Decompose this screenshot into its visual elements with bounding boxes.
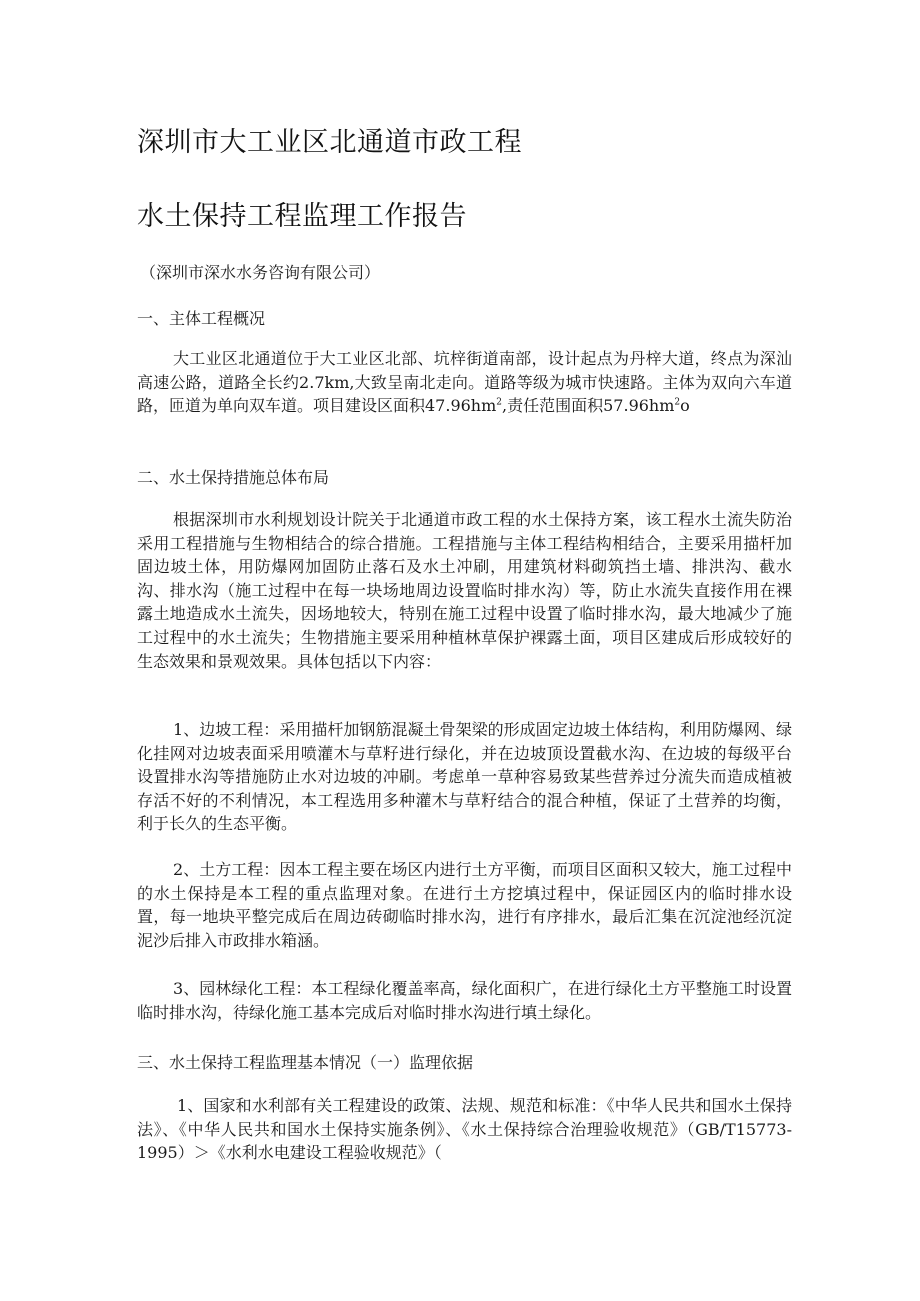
superscript-squared-1: 2 bbox=[496, 397, 503, 408]
section-2-heading: 二、水土保持措施总体布局 bbox=[137, 468, 330, 487]
section-1-heading: 一、主体工程概况 bbox=[137, 309, 266, 328]
title-line-2: 水土保持工程监理工作报告 bbox=[137, 201, 467, 232]
section-1-text-c: o bbox=[680, 396, 690, 416]
section-1-text-b: ,责任范围面积57.96hm bbox=[502, 396, 675, 416]
section-3-heading: 三、水土保持工程监理基本情况（一）监理依据 bbox=[137, 1053, 474, 1072]
list-item-earthworks: 2、土方工程：因本工程主要在场区内进行土方平衡，而项目区面积又较大，施工过程中的水土保持是本工程的重点监理对象。在进行土方挖填过程中，保证园区内的临时排水设置，每一地块平整完成后在周边砖砌临时排水沟，进行有序排水，最后汇集在沉淀池经沉淀泥沙后排入市政排水箱涵。 bbox=[137, 860, 792, 950]
section-1-paragraph bbox=[137, 347, 792, 418]
section-3-item-1: 1、国家和水利部有关工程建设的政策、法规、规范和标准：《中华人民共和国水土保持法》、《中华人民共和国水土保持实施条例》、《水土保持综合治理验收规范》（GB/T15773-1995）＞《水利水电建设工程验收规范》（ bbox=[137, 1096, 792, 1163]
section-2-paragraph: 根据深圳市水利规划设计院关于北通道市政工程的水土保持方案，该工程水土流失防治采用工程措施与生物相结合的综合措施。工程措施与主体工程结构相结合，主要采用描杆加固边坡土体，用防爆网加固防止落石及水土冲刷，用建筑材料砌筑挡土墙、排洪沟、截水沟、排水沟（施工过程中在每一块场地周边设置临时排水沟）等，防止水流失直接作用在裸露土地造成水土流失，因场地较大，特别在施工过程中设置了临时排水沟，最大地减少了施工过程中的水土流失；生物措施主要采用种植林草保护裸露土面，项目区建成后形成较好的生态效果和景观效果。具体包括以下内容： bbox=[137, 510, 792, 671]
superscript-squared-2: 2 bbox=[674, 397, 681, 408]
organization-name: （深圳市深水水务咨询有限公司） bbox=[140, 263, 381, 282]
section-1-text-a: 大工业区北通道位于大工业区北部、坑梓街道南部，设计起点为丹梓大道，终点为深汕高速公路，道路全长约2.7km,大致呈南北走向。道路等级为城市快速路。主体为双向六车道路，匝道为单向双车道。项目建设区面积47.96hm bbox=[137, 349, 792, 416]
list-item-landscaping: 3、园林绿化工程：本工程绿化覆盖率高，绿化面积广，在进行绿化土方平整施工时设置临时排水沟，待绿化施工基本完成后对临时排水沟进行填土绿化。 bbox=[137, 979, 792, 1022]
title-line-1: 深圳市大工业区北通道市政工程 bbox=[137, 127, 522, 158]
list-item-slope-works: 1、边坡工程：采用描杆加钢筋混凝土骨架梁的形成固定边坡土体结构，利用防爆网、绿化挂网对边坡表面采用喷灌木与草籽进行绿化，并在边坡顶设置截水沟、在边坡的每级平台设置排水沟等措施防止水对边坡的冲刷。考虑单一草种容易致某些营养过分流失而造成植被存活不好的不利情况，本工程选用多种灌木与草籽结合的混合种植，保证了土营养的均衡，利于长久的生态平衡。 bbox=[137, 720, 792, 834]
